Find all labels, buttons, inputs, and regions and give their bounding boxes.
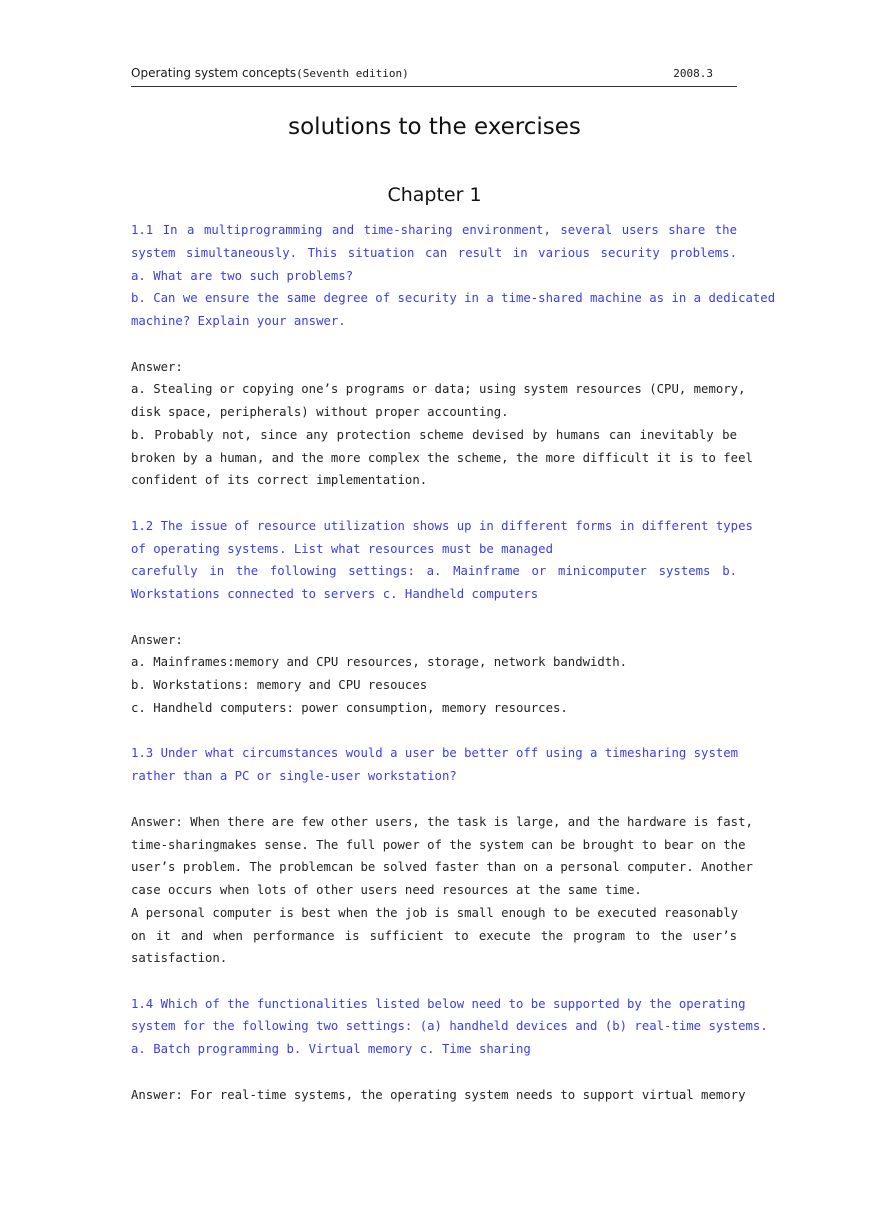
answer-line: a. Mainframes:memory and CPU resources, storage, network bandwidth. — [131, 655, 628, 669]
question-line: a. What are two such problems? — [131, 269, 354, 283]
question-line: a. Batch programming b. Virtual memory c. Time sharing — [131, 1042, 531, 1056]
header-date: 2008.3 — [673, 67, 713, 80]
book-title: Operating system concepts — [131, 66, 297, 80]
question-line: system simultaneously. This situation can result in various security problems. — [131, 246, 737, 260]
question-line: rather than a PC or single-user workstation? — [131, 769, 457, 783]
answer-line: case occurs when lots of other users need resources at the same time. — [131, 883, 642, 897]
question-line: of operating systems. List what resources must be managed — [131, 542, 553, 556]
answer-line: a. Stealing or copying one’s programs or data; using system resources (CPU, memory, — [131, 382, 746, 396]
answer-line: satisfaction. — [131, 951, 228, 965]
question-line: 1.4 Which of the functionalities listed below need to be supported by the operating — [131, 997, 746, 1011]
document-title: solutions to the exercises — [288, 114, 581, 140]
question-line: b. Can we ensure the same degree of security in a time-shared machine as in a dedicated — [131, 291, 776, 305]
question-line: system for the following two settings: (a) handheld devices and (b) real-time systems. — [131, 1019, 768, 1033]
question-line: 1.2 The issue of resource utilization shows up in different forms in different types — [131, 519, 753, 533]
question-line: 1.3 Under what circumstances would a user be better off using a timesharing system — [131, 746, 739, 760]
answer-line: c. Handheld computers: power consumption, memory resources. — [131, 701, 568, 715]
answer-line: Answer: For real-time systems, the operating system needs to support virtual memory — [131, 1088, 746, 1102]
answer-line: b. Workstations: memory and CPU resouces — [131, 678, 428, 692]
header-left — [131, 66, 409, 80]
edition-label: (Seventh edition) — [296, 67, 409, 80]
question-line: machine? Explain your answer. — [131, 314, 346, 328]
answer-line: disk space, peripherals) without proper accounting. — [131, 405, 509, 419]
answer-line: confident of its correct implementation. — [131, 473, 428, 487]
answer-line: time-sharingmakes sense. The full power of the system can be brought to bear on the — [131, 838, 746, 852]
chapter-heading: Chapter 1 — [387, 184, 482, 206]
answer-line: user’s problem. The problemcan be solved faster than on a personal computer. Another — [131, 860, 753, 874]
page-header — [131, 66, 737, 87]
answer-line: broken by a human, and the more complex the scheme, the more difficult it is to feel — [131, 451, 753, 465]
answer-line: A personal computer is best when the job is small enough to be executed reasonably — [131, 906, 739, 920]
answer-line: b. Probably not, since any protection scheme devised by humans can inevitably be — [131, 428, 737, 442]
question-line: Workstations connected to servers c. Handheld computers — [131, 587, 539, 601]
answer-line: Answer: When there are few other users, the task is large, and the hardware is fast, — [131, 815, 753, 829]
question-line: carefully in the following settings: a. Mainframe or minicomputer systems b. — [131, 564, 737, 578]
question-line: 1.1 In a multiprogramming and time-sharing environment, several users share the — [131, 223, 737, 237]
answer-line: Answer: — [131, 360, 183, 374]
answer-line: on it and when performance is sufficient to execute the program to the user’s — [131, 929, 737, 943]
answer-line: Answer: — [131, 633, 183, 647]
